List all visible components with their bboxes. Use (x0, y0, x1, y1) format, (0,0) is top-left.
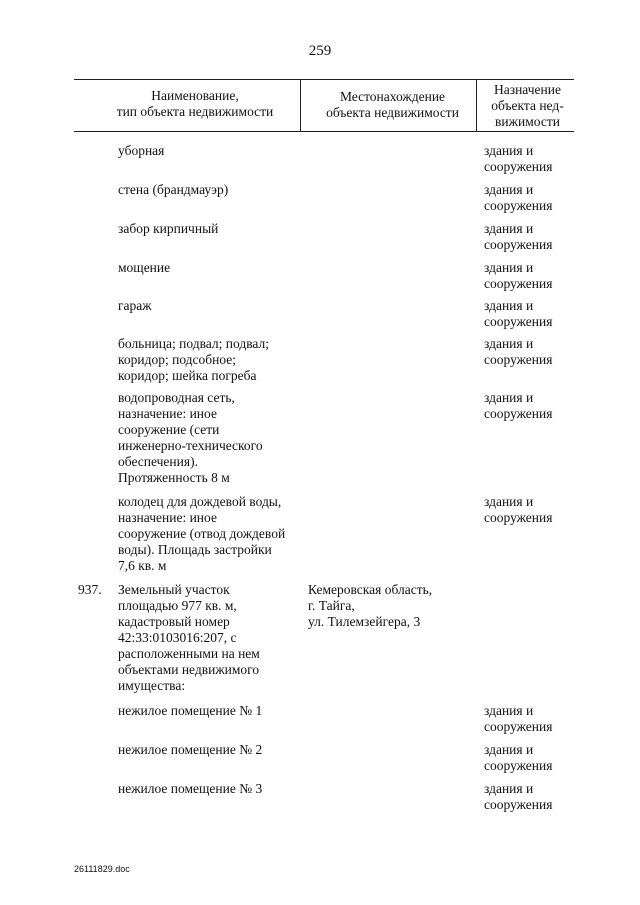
row-purpose: здания и сооружения (484, 221, 553, 252)
table-row (0, 781, 640, 820)
row-name: гараж (118, 298, 152, 313)
row-purpose: здания и сооружения (484, 742, 553, 773)
header-name-type: Наименование, тип объекта недвижимости (116, 88, 274, 119)
table-row (0, 390, 640, 494)
row-name: колодец для дождевой воды, назначение: иное сооружение (отвод дождевой воды). Площадь застройки 7,6 кв. м (118, 494, 286, 573)
row-number: 937. (78, 582, 102, 597)
page-number: 259 (308, 43, 332, 59)
row-name: стена (брандмауэр) (118, 182, 229, 197)
row-purpose: здания и сооружения (484, 182, 553, 213)
table-row (0, 260, 640, 298)
table-body (0, 143, 640, 820)
table-row (0, 221, 640, 260)
row-purpose: здания и сооружения (484, 336, 553, 367)
table-row (0, 494, 640, 582)
row-name: водопроводная сеть, назначение: иное сооружение (сети инженерно-технического обеспечения). Протяженность 8 м (118, 390, 263, 485)
row-name: нежилое помещение № 3 (118, 781, 263, 796)
row-name: нежилое помещение № 1 (118, 703, 263, 718)
row-location: Кемеровская область, г. Тайга, ул. Тилемзейгера, 3 (308, 582, 433, 629)
row-name: уборная (118, 143, 165, 158)
row-purpose: здания и сооружения (484, 703, 553, 734)
table-row (0, 582, 640, 703)
document-file-name: 26111829.doc (74, 864, 130, 874)
row-name: Земельный участок площадью 977 кв. м, кадастровый номер 42:33:0103016:207, с расположенными на нем объектами недвижимого имущества: (118, 582, 260, 693)
row-purpose: здания и сооружения (484, 260, 553, 291)
table-row (0, 143, 640, 182)
row-purpose: здания и сооружения (484, 298, 553, 329)
row-purpose: здания и сооружения (484, 494, 553, 525)
row-name: мощение (118, 260, 171, 275)
row-purpose: здания и сооружения (484, 781, 553, 812)
header-column-divider (300, 79, 301, 131)
row-name: нежилое помещение № 2 (118, 742, 263, 757)
table-header-rule (74, 131, 574, 132)
row-purpose: здания и сооружения (484, 390, 553, 421)
table-top-rule (74, 79, 574, 80)
header-location: Местонахождение объекта недвижимости (326, 89, 459, 120)
table-row (0, 336, 640, 390)
table-row (0, 742, 640, 781)
table-row (0, 298, 640, 336)
header-purpose: Назначение объекта нед- вижимости (491, 82, 564, 129)
row-purpose: здания и сооружения (484, 143, 553, 174)
row-name: больница; подвал; подвал; коридор; подсобное; коридор; шейка погреба (118, 336, 269, 383)
row-name: забор кирпичный (118, 221, 219, 236)
table-row (0, 182, 640, 221)
table-row (0, 703, 640, 742)
